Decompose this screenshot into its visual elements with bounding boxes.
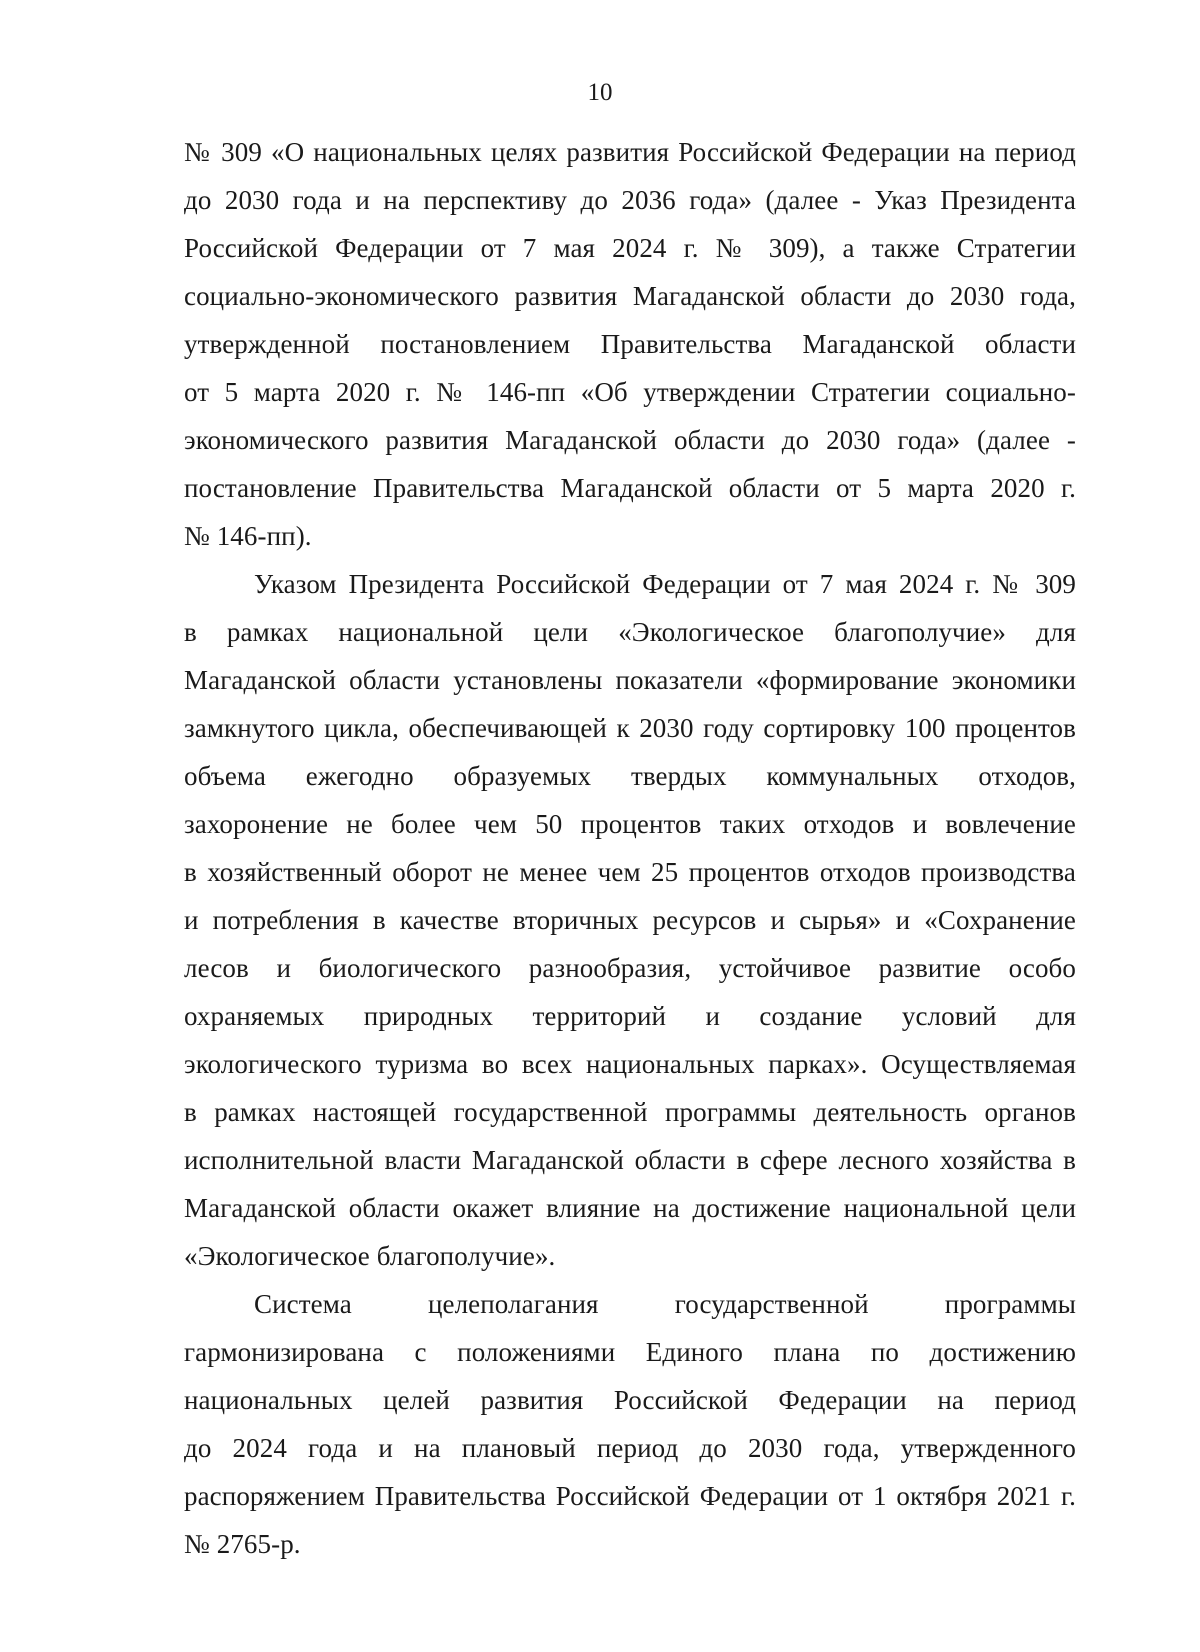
paragraph [184, 128, 1076, 560]
text-line: Российской Федерации от 7 мая 2024 г. № 309), а также Стратегии [184, 233, 1076, 263]
text-line: социально-экономического развития Магаданской области до 2030 года, [184, 281, 1076, 311]
text-line: Магаданской области установлены показатели «формирование экономики [184, 665, 1076, 695]
text-line: Система целеполагания государственной программы [254, 1289, 1076, 1319]
text-line: постановление Правительства Магаданской области от 5 марта 2020 г. [184, 473, 1076, 503]
text-line: Указом Президента Российской Федерации от 7 мая 2024 г. № 309 [254, 569, 1076, 599]
text-line: объема ежегодно образуемых твердых коммунальных отходов, [184, 761, 1076, 791]
text-line: в рамках настоящей государственной программы деятельность органов [184, 1097, 1076, 1127]
text-line: замкнутого цикла, обеспечивающей к 2030 году сортировку 100 процентов [184, 713, 1076, 743]
text-line: № 2765-р. [184, 1529, 301, 1559]
text-line: Магаданской области окажет влияние на достижение национальной цели [184, 1193, 1076, 1223]
paragraph [184, 1280, 1076, 1568]
text-line: распоряжением Правительства Российской Федерации от 1 октября 2021 г. [184, 1481, 1076, 1511]
text-line: в хозяйственный оборот не менее чем 25 процентов отходов производства [184, 857, 1076, 887]
text-line: гармонизирована с положениями Единого плана по достижению [184, 1337, 1076, 1367]
text-line: экономического развития Магаданской области до 2030 года» (далее - [184, 425, 1076, 455]
document-body [184, 128, 1076, 1568]
paragraph [184, 560, 1076, 1280]
text-line: охраняемых природных территорий и создание условий для [184, 1001, 1076, 1031]
page-number: 10 [587, 79, 613, 106]
text-line: № 309 «О национальных целях развития Российской Федерации на период [184, 137, 1076, 167]
text-line: от 5 марта 2020 г. № 146-пп «Об утверждении Стратегии социально- [184, 377, 1076, 407]
text-line: захоронение не более чем 50 процентов таких отходов и вовлечение [184, 809, 1076, 839]
text-line: до 2024 года и на плановый период до 2030 года, утвержденного [184, 1433, 1076, 1463]
text-line: в рамках национальной цели «Экологическое благополучие» для [184, 617, 1076, 647]
text-line: до 2030 года и на перспективу до 2036 года» (далее - Указ Президента [184, 185, 1076, 215]
text-line: № 146-пп). [184, 521, 312, 551]
text-line: экологического туризма во всех национальных парках». Осуществляемая [184, 1049, 1076, 1079]
text-line: лесов и биологического разнообразия, устойчивое развитие особо [184, 953, 1076, 983]
text-line: и потребления в качестве вторичных ресурсов и сырья» и «Сохранение [184, 905, 1076, 935]
text-line: национальных целей развития Российской Федерации на период [184, 1385, 1076, 1415]
text-line: исполнительной власти Магаданской области в сфере лесного хозяйства в [184, 1145, 1076, 1175]
text-line: утвержденной постановлением Правительства Магаданской области [184, 329, 1076, 359]
text-line: «Экологическое благополучие». [184, 1241, 556, 1271]
